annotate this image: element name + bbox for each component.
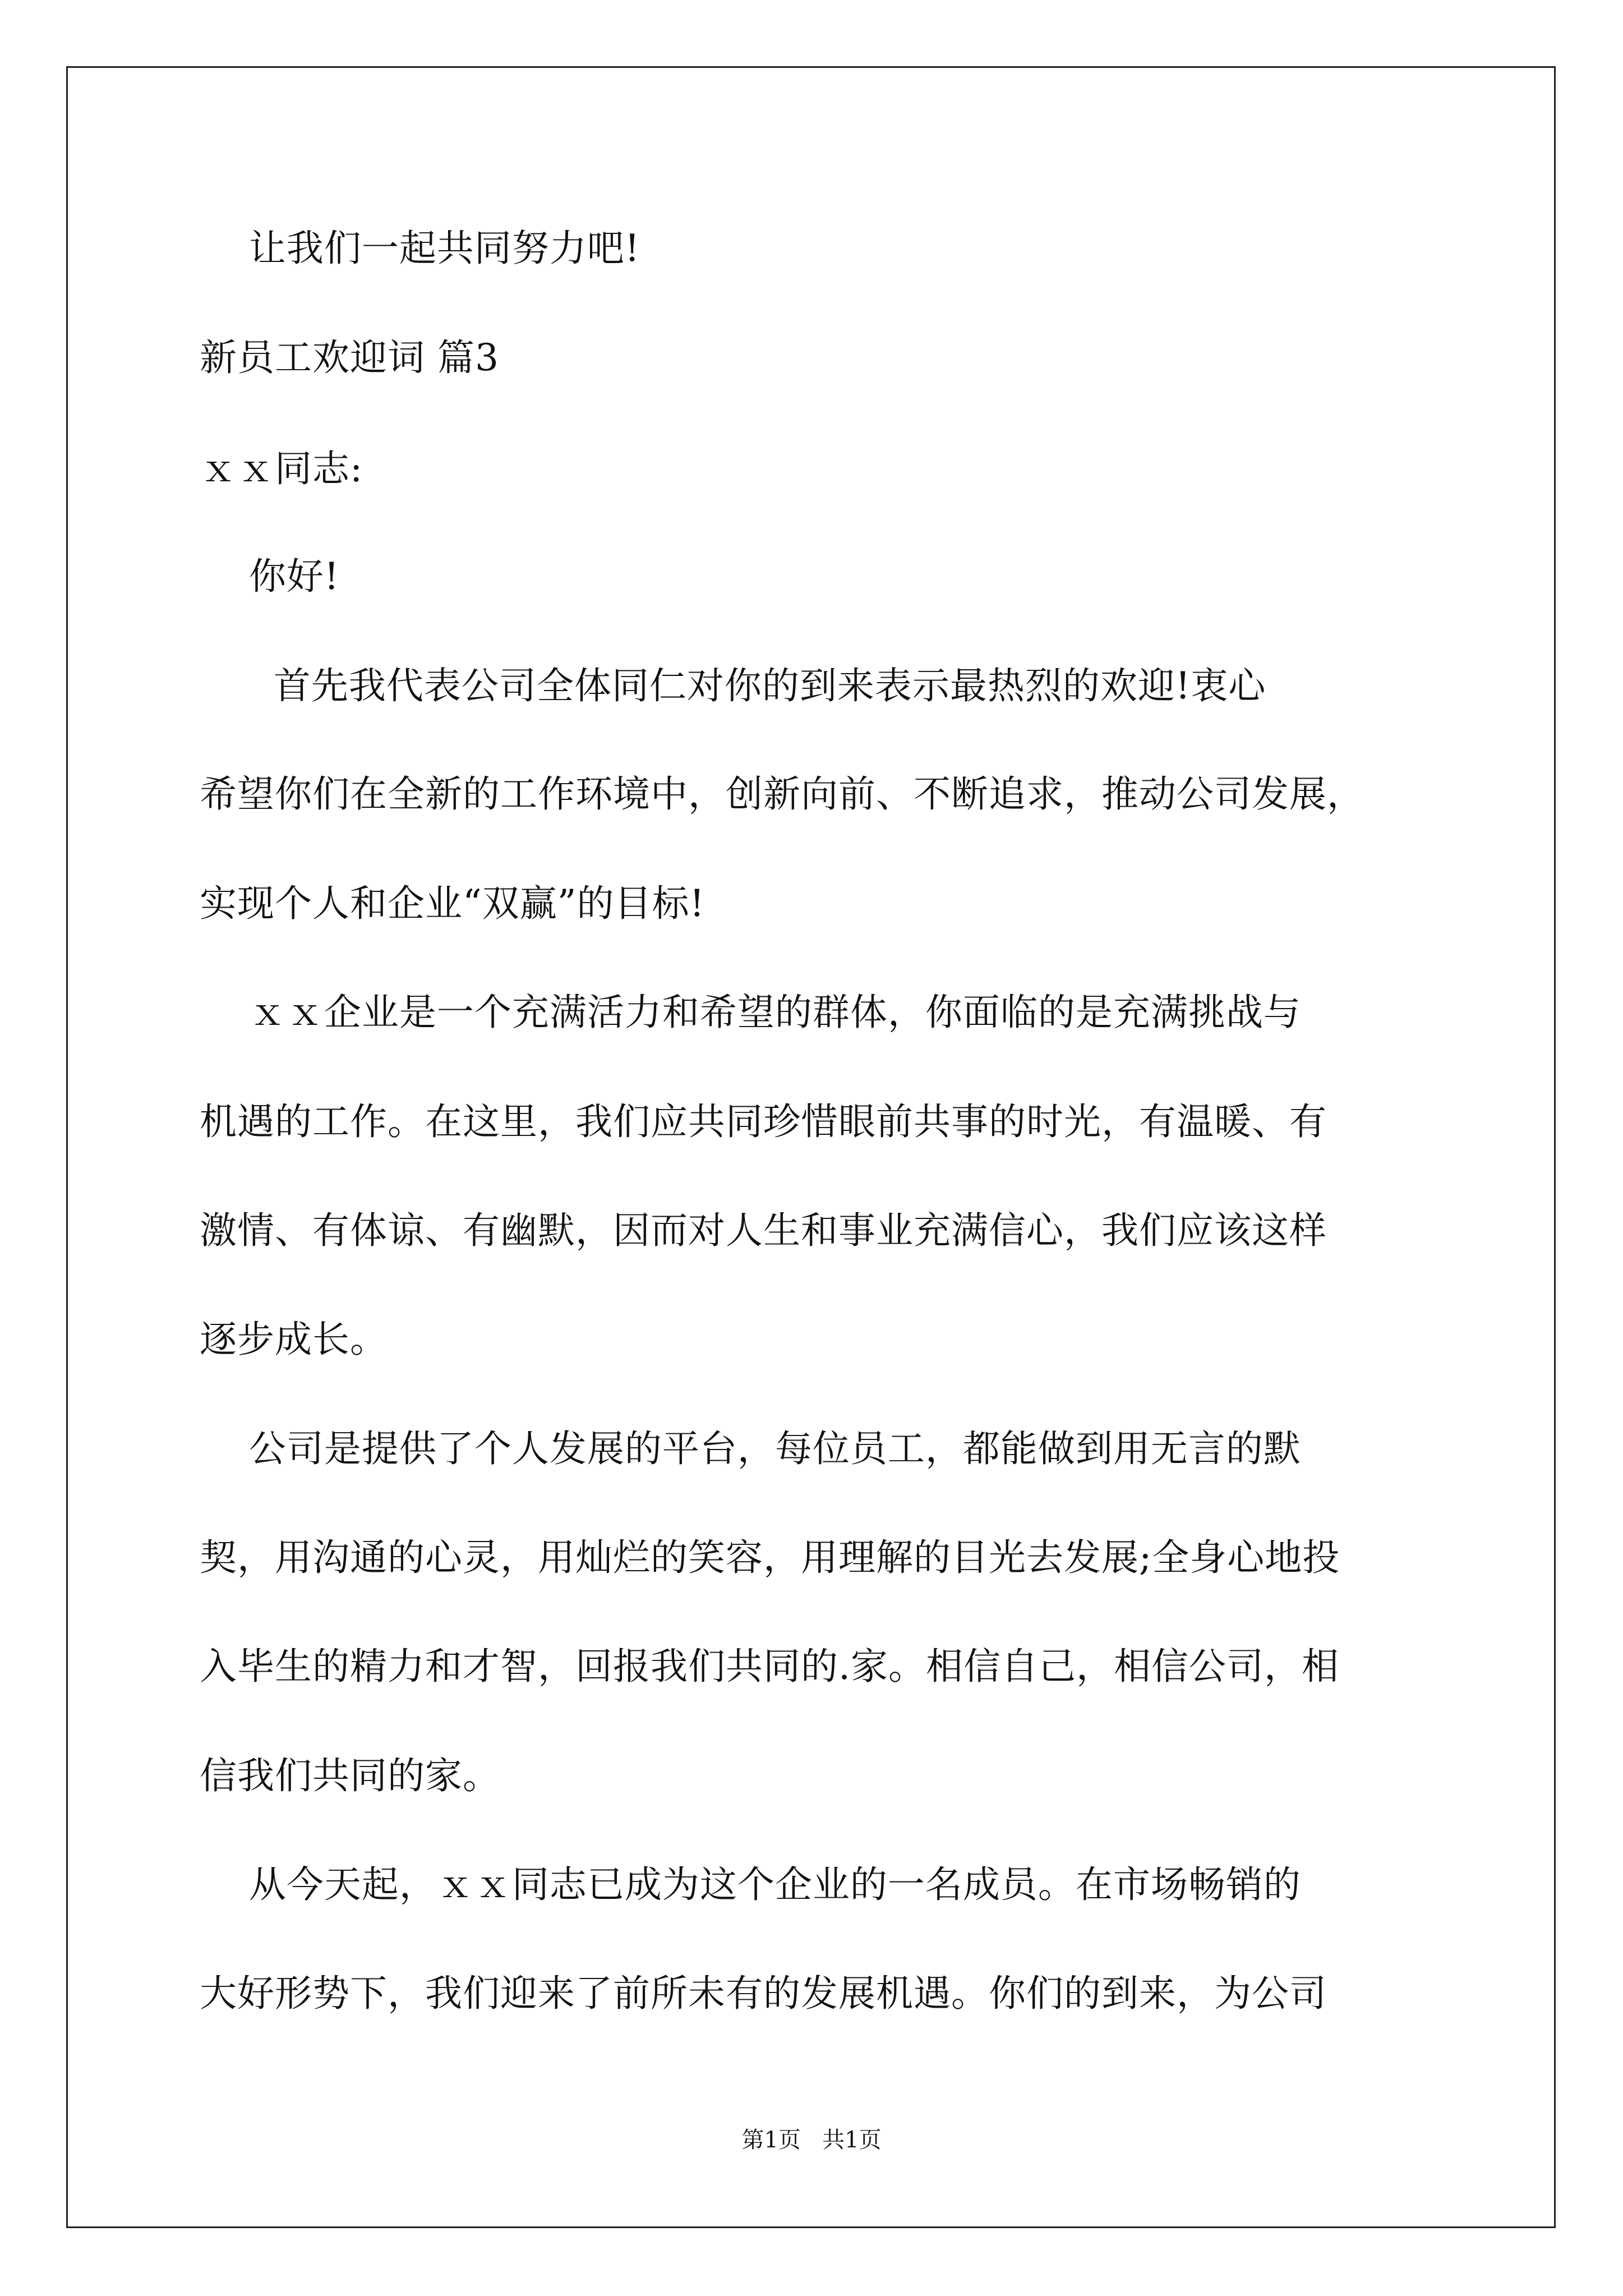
text-line: 逐步成长。 [200,1318,388,1361]
text-line: 让我们一起共同努力吧! [200,227,640,270]
text-line: 实现个人和企业“双赢”的目标! [200,882,706,925]
text-line: 公司是提供了个人发展的平台，每位员工，都能做到用无言的默 [200,1427,1301,1470]
section-heading: 新员工欢迎词 篇3 [200,336,499,379]
page-footer: 第1页 共1页 [741,2127,882,2153]
text-line: 希望你们在全新的工作环境中，创新向前、不断追求，推动公司发展， [200,772,1364,816]
text-line: 大好形势下，我们迎来了前所未有的发展机遇。你们的到来，为公司 [200,1972,1327,2015]
text-line: 首先我代表公司全体同仁对你的到来表示最热烈的欢迎!衷心 [200,664,1266,707]
text-line: 机遇的工作。在这里，我们应共同珍惜眼前共事的时光，有温暖、有 [200,1100,1327,1143]
text-line: 入毕生的精力和才智，回报我们共同的.家。相信自己，相信公司，相 [200,1645,1339,1688]
text-line: ｘｘ企业是一个充满活力和希望的群体，你面临的是充满挑战与 [200,991,1301,1034]
text-line: 契，用沟通的心灵，用灿烂的笑容，用理解的目光去发展;全身心地投 [200,1536,1340,1579]
text-line: 激情、有体谅、有幽默，因而对人生和事业充满信心，我们应该这样 [200,1209,1327,1252]
salutation: ｘｘ同志: [200,447,363,490]
greeting: 你好! [200,555,340,598]
text-line: 信我们共同的家。 [200,1754,500,1797]
text-line: 从今天起，ｘｘ同志已成为这个企业的一名成员。在市场畅销的 [200,1863,1301,1906]
